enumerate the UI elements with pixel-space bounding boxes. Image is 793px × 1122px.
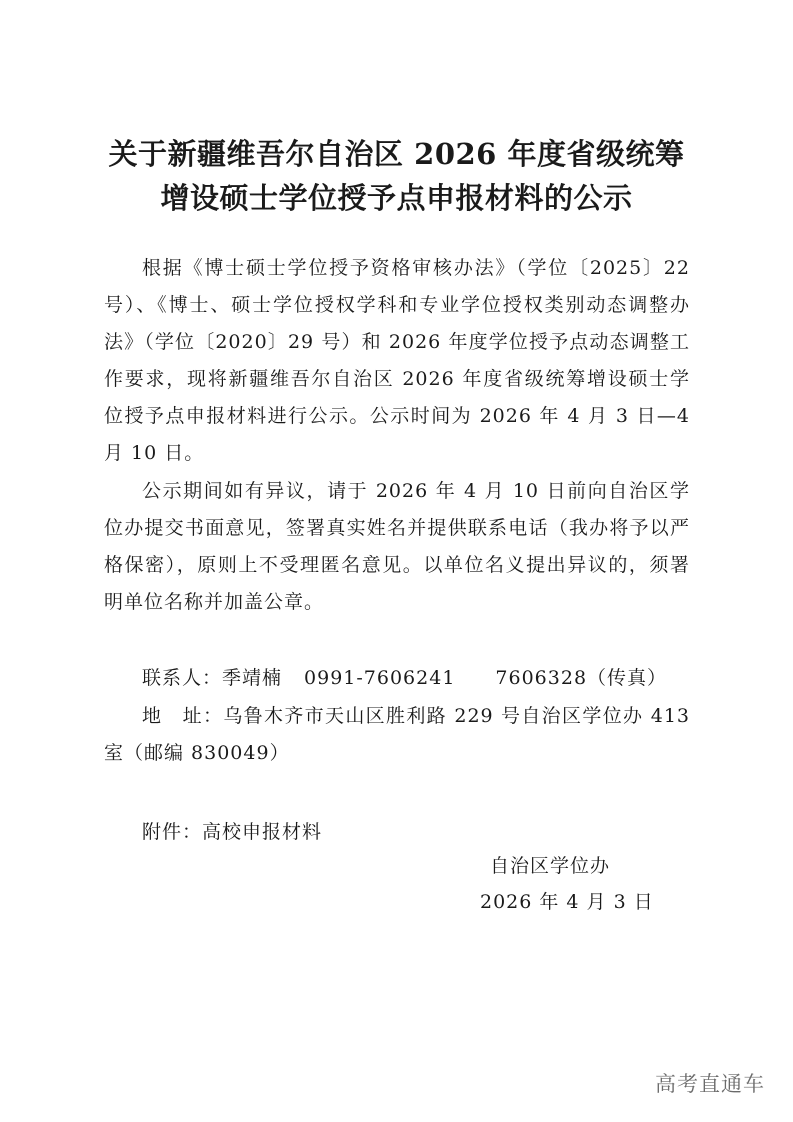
contact-person: 联系人：季靖楠: [142, 667, 283, 689]
body-paragraph-1: 根据《博士硕士学位授予资格审核办法》（学位〔2025〕22号）、《博士、硕士学位授权学科和专业学位授权类别动态调整办法》（学位〔2020〕29 号）和 2026 年度学位授予点动态调整工作要求，现将新疆维吾尔自治区 2026 年度省级统筹增设硕士学位授予点申报材料进行公示。公示时间为 2026 年 4 月 3 日—4月 10 日。: [104, 257, 690, 464]
signature-date: 2026 年 4 月 3 日: [480, 891, 654, 913]
signature-organization: 自治区学位办: [490, 855, 611, 877]
attachment-line: 附件：高校申报材料: [142, 821, 323, 843]
contact-fax: 7606328（传真）: [495, 667, 668, 689]
address-line: 地 址：乌鲁木齐市天山区胜利路 229 号自治区学位办 413室（邮编 830049）: [104, 705, 690, 764]
watermark-logo: 高考直通车: [655, 1072, 765, 1096]
contact-phone: 0991-7606241: [304, 667, 456, 689]
document-title-line-2: 增设硕士学位授予点申报材料的公示: [160, 181, 633, 215]
body-paragraph-2: 公示期间如有异议，请于 2026 年 4 月 10 日前向自治区学位办提交书面意见，签署真实姓名并提供联系电话（我办将予以严格保密），原则上不受理匿名意见。以单位名义提出异议的，须署明单位名称并加盖公章。: [104, 480, 690, 613]
document-title-line-1: 关于新疆维吾尔自治区 2026 年度省级统筹: [108, 137, 685, 171]
contact-line: [142, 660, 667, 697]
